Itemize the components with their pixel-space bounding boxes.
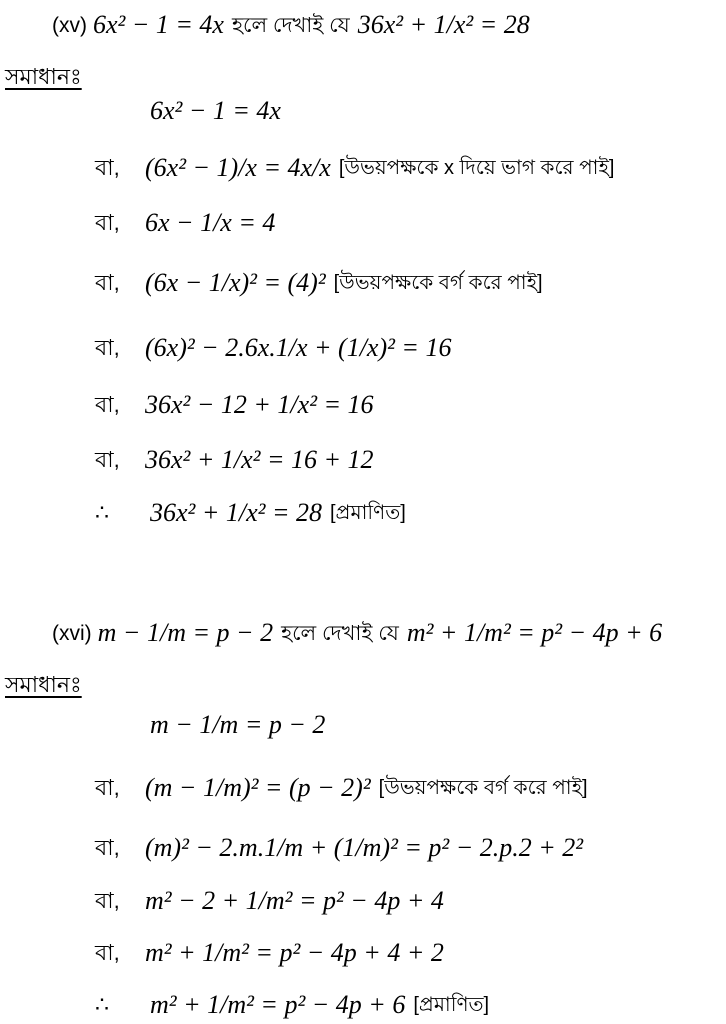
step-expression: m² + 1/m² = p² − 4p + 4 + 2 [145, 938, 444, 967]
solution-step [95, 270, 726, 296]
solution-step [95, 155, 726, 181]
step-prefix: বা, [95, 155, 120, 180]
step-expression: (6x² − 1)/x = 4x/x [145, 153, 331, 182]
statement-connector: হলে দেখাই যে [281, 621, 399, 645]
solution-step [95, 210, 726, 236]
solution-heading: সমাধানঃ [5, 64, 82, 89]
step-note: [প্রমাণিত] [329, 502, 406, 524]
solution-step [95, 392, 726, 418]
step-prefix: বা, [95, 775, 120, 800]
solution-step [150, 712, 726, 738]
equation-to-prove: m² + 1/m² = p² − 4p + 6 [406, 618, 663, 647]
step-expression: m² + 1/m² = p² − 4p + 6 [150, 990, 406, 1019]
step-expression: (m − 1/m)² = (p − 2)² [145, 773, 371, 802]
solution-step [150, 98, 726, 124]
step-prefix: বা, [95, 392, 120, 417]
step-expression: m − 1/m = p − 2 [150, 710, 326, 739]
step-prefix: ∴ [95, 500, 109, 525]
step-prefix: বা, [95, 210, 120, 235]
step-expression: 36x² − 12 + 1/x² = 16 [145, 390, 374, 419]
step-note: [উভয়পক্ষকে বর্গ করে পাই] [378, 777, 588, 799]
step-expression: (m)² − 2.m.1/m + (1/m)² = p² − 2.p.2 + 2² [145, 833, 584, 862]
solution-step [95, 888, 726, 914]
solution-step [95, 835, 726, 861]
solution-step [95, 447, 726, 473]
step-expression: 6x² − 1 = 4x [150, 96, 281, 125]
step-expression: m² − 2 + 1/m² = p² − 4p + 4 [145, 886, 444, 915]
step-prefix: বা, [95, 888, 120, 913]
statement-connector: হলে দেখাই যে [231, 13, 350, 37]
solution-step [95, 500, 726, 526]
step-prefix: বা, [95, 940, 120, 965]
step-note: [উভয়পক্ষকে বর্গ করে পাই] [333, 272, 543, 294]
solution-heading: সমাধানঃ [5, 672, 82, 697]
step-expression: (6x)² − 2.6x.1/x + (1/x)² = 16 [145, 333, 452, 362]
step-prefix: ∴ [95, 992, 109, 1017]
given-equation: 6x² − 1 = 4x [93, 10, 224, 39]
solution-step [95, 940, 726, 966]
equation-to-prove: 36x² + 1/x² = 28 [357, 10, 530, 39]
problem-number: (xvi) [52, 621, 92, 645]
step-expression: (6x − 1/x)² = (4)² [145, 268, 326, 297]
step-note: [প্রমাণিত] [413, 994, 490, 1016]
step-prefix: বা, [95, 447, 120, 472]
step-prefix: বা, [95, 335, 120, 360]
solution-step [95, 335, 726, 361]
problem-xv-statement [52, 12, 726, 38]
step-note: [উভয়পক্ষকে x দিয়ে ভাগ করে পাই] [338, 157, 615, 179]
step-expression: 36x² + 1/x² = 28 [150, 498, 322, 527]
problem-xvi-statement [52, 620, 726, 646]
solution-step [95, 992, 726, 1018]
step-expression: 6x − 1/x = 4 [145, 208, 276, 237]
given-equation: m − 1/m = p − 2 [97, 618, 274, 647]
problem-number: (xv) [52, 13, 87, 37]
step-prefix: বা, [95, 270, 120, 295]
step-expression: 36x² + 1/x² = 16 + 12 [145, 445, 374, 474]
solution-step [95, 775, 726, 801]
step-prefix: বা, [95, 835, 120, 860]
